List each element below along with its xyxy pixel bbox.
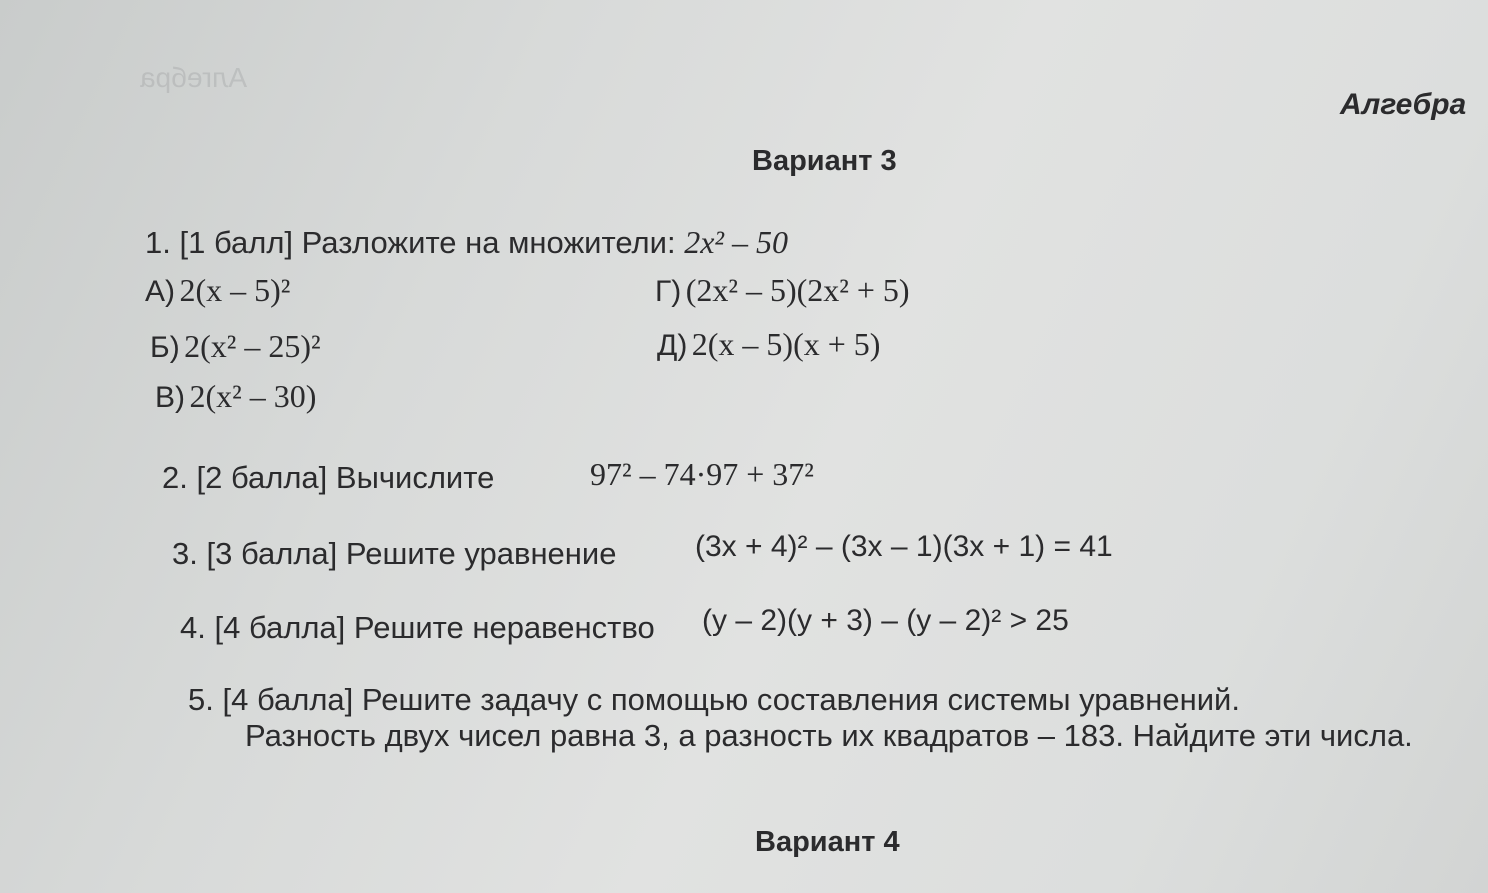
task-2-heading: [162, 460, 494, 496]
task-4-heading: [180, 610, 655, 646]
task-points: [1 балл]: [179, 225, 294, 260]
task-1-heading: [145, 224, 788, 261]
task-points: [3 балла]: [206, 536, 338, 571]
task-prompt: Решите неравенство: [353, 610, 655, 645]
option-label: Г): [655, 275, 682, 308]
option-value: 2(x² – 25)²: [184, 328, 321, 364]
task-number: 4.: [180, 610, 206, 645]
task-prompt: Разложите на множители:: [301, 225, 676, 260]
task-5-heading: [188, 682, 1240, 718]
option-value: 2(x – 5)²: [179, 272, 291, 308]
task-prompt: Решите задачу с помощью составления системы уравнений.: [361, 682, 1240, 717]
option-b: [150, 328, 321, 365]
option-a: [145, 272, 290, 309]
task-number: 1.: [145, 225, 171, 260]
subject-title: Алгебра: [1340, 88, 1467, 121]
option-value: 2(x – 5)(x + 5): [691, 326, 881, 362]
option-label: А): [145, 275, 175, 308]
task-points: [4 балла]: [214, 610, 346, 645]
option-g: [655, 272, 910, 309]
task-number: 3.: [172, 536, 198, 571]
task-expression: 2x² – 50: [684, 224, 789, 260]
task-prompt: Вычислите: [335, 460, 495, 495]
option-label: Б): [150, 331, 180, 364]
task-number: 2.: [162, 460, 188, 495]
next-variant-title: Вариант 4: [755, 826, 900, 858]
option-value: (2x² – 5)(2x² + 5): [685, 272, 910, 308]
task-number: 5.: [188, 682, 214, 717]
option-value: 2(x² – 30): [189, 378, 317, 414]
task-4-expression: (y – 2)(y + 3) – (y – 2)² > 25: [702, 604, 1069, 637]
option-label: В): [155, 381, 185, 414]
task-3-expression: (3x + 4)² – (3x – 1)(3x + 1) = 41: [695, 530, 1113, 563]
show-through-shadow: Алгебра: [140, 62, 248, 93]
task-2-expression: 97² – 74·97 + 37²: [590, 456, 814, 492]
task-points: [2 балла]: [196, 460, 328, 495]
option-label: Д): [657, 329, 688, 362]
task-prompt: Решите уравнение: [345, 536, 617, 571]
task-5-text: Разность двух чисел равна 3, а разность их квадратов – 183. Найдите эти числа.: [245, 718, 1413, 753]
task-points: [4 балла]: [222, 682, 354, 717]
variant-title: Вариант 3: [752, 145, 897, 177]
option-d: [657, 326, 880, 363]
task-3-heading: [172, 536, 616, 572]
option-v: [155, 378, 316, 415]
